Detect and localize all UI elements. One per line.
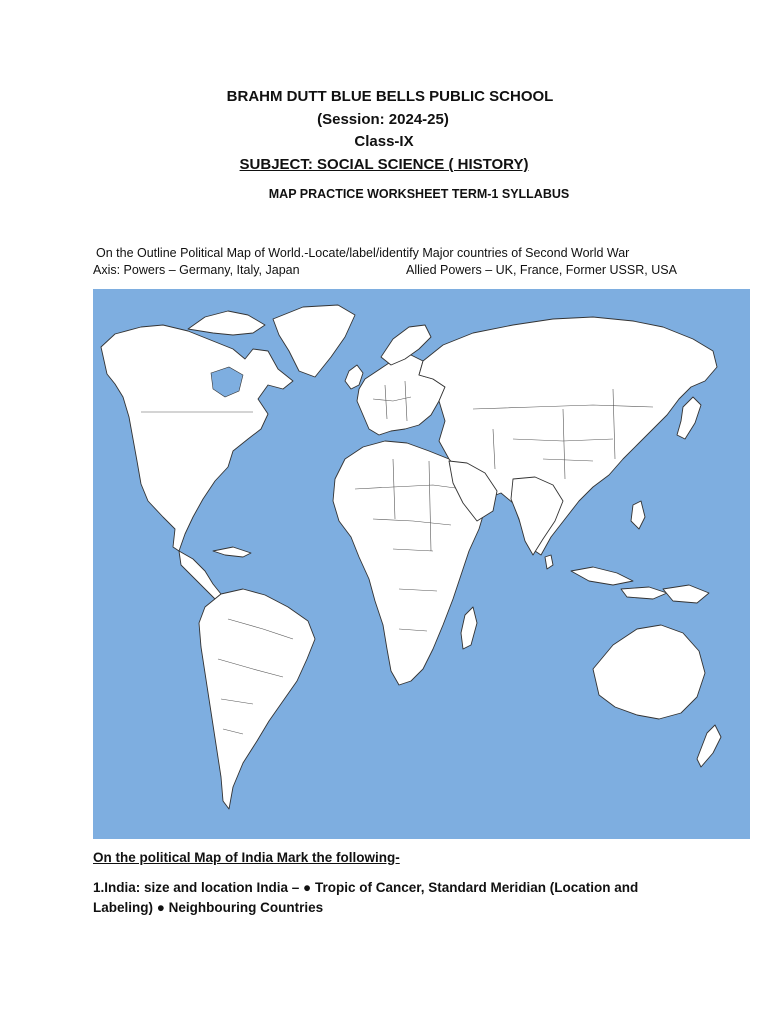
north-america <box>101 325 293 551</box>
world-outline-map <box>93 289 750 839</box>
map-instruction: On the Outline Political Map of World.-Locate/label/identify Major countries of Second World War <box>96 246 630 260</box>
allied-powers: Allied Powers – UK, France, Former USSR, USA <box>406 263 677 277</box>
uk-ireland <box>345 365 363 389</box>
sri-lanka <box>545 555 553 569</box>
canada-islands <box>188 311 265 335</box>
madagascar <box>461 607 477 649</box>
class-label: Class-IX <box>354 133 414 150</box>
india-item-1: 1.India: size and location India – ● Tropic of Cancer, Standard Meridian (Location and Labeling) ● Neighbouring Countries <box>93 880 639 915</box>
axis-powers: Axis: Powers – Germany, Italy, Japan <box>93 263 300 277</box>
indonesia <box>571 567 667 599</box>
indian-subcontinent <box>511 477 563 555</box>
subject-title: SUBJECT: SOCIAL SCIENCE ( HISTORY) <box>239 156 529 173</box>
india-section-title: On the political Map of India Mark the following- <box>93 850 400 865</box>
new-guinea <box>663 585 709 603</box>
philippines <box>631 501 645 529</box>
session: (Session: 2024-25) <box>317 111 449 128</box>
japan <box>677 397 701 439</box>
greenland <box>273 305 355 377</box>
new-zealand <box>697 725 721 767</box>
central-america <box>179 551 221 599</box>
world-map-svg <box>93 289 750 839</box>
australia <box>593 625 705 719</box>
school-name: BRAHM DUTT BLUE BELLS PUBLIC SCHOOL <box>226 88 554 105</box>
south-america <box>199 589 315 809</box>
worksheet-title: MAP PRACTICE WORKSHEET TERM-1 SYLLABUS <box>268 187 570 201</box>
caribbean-islands <box>213 547 251 557</box>
